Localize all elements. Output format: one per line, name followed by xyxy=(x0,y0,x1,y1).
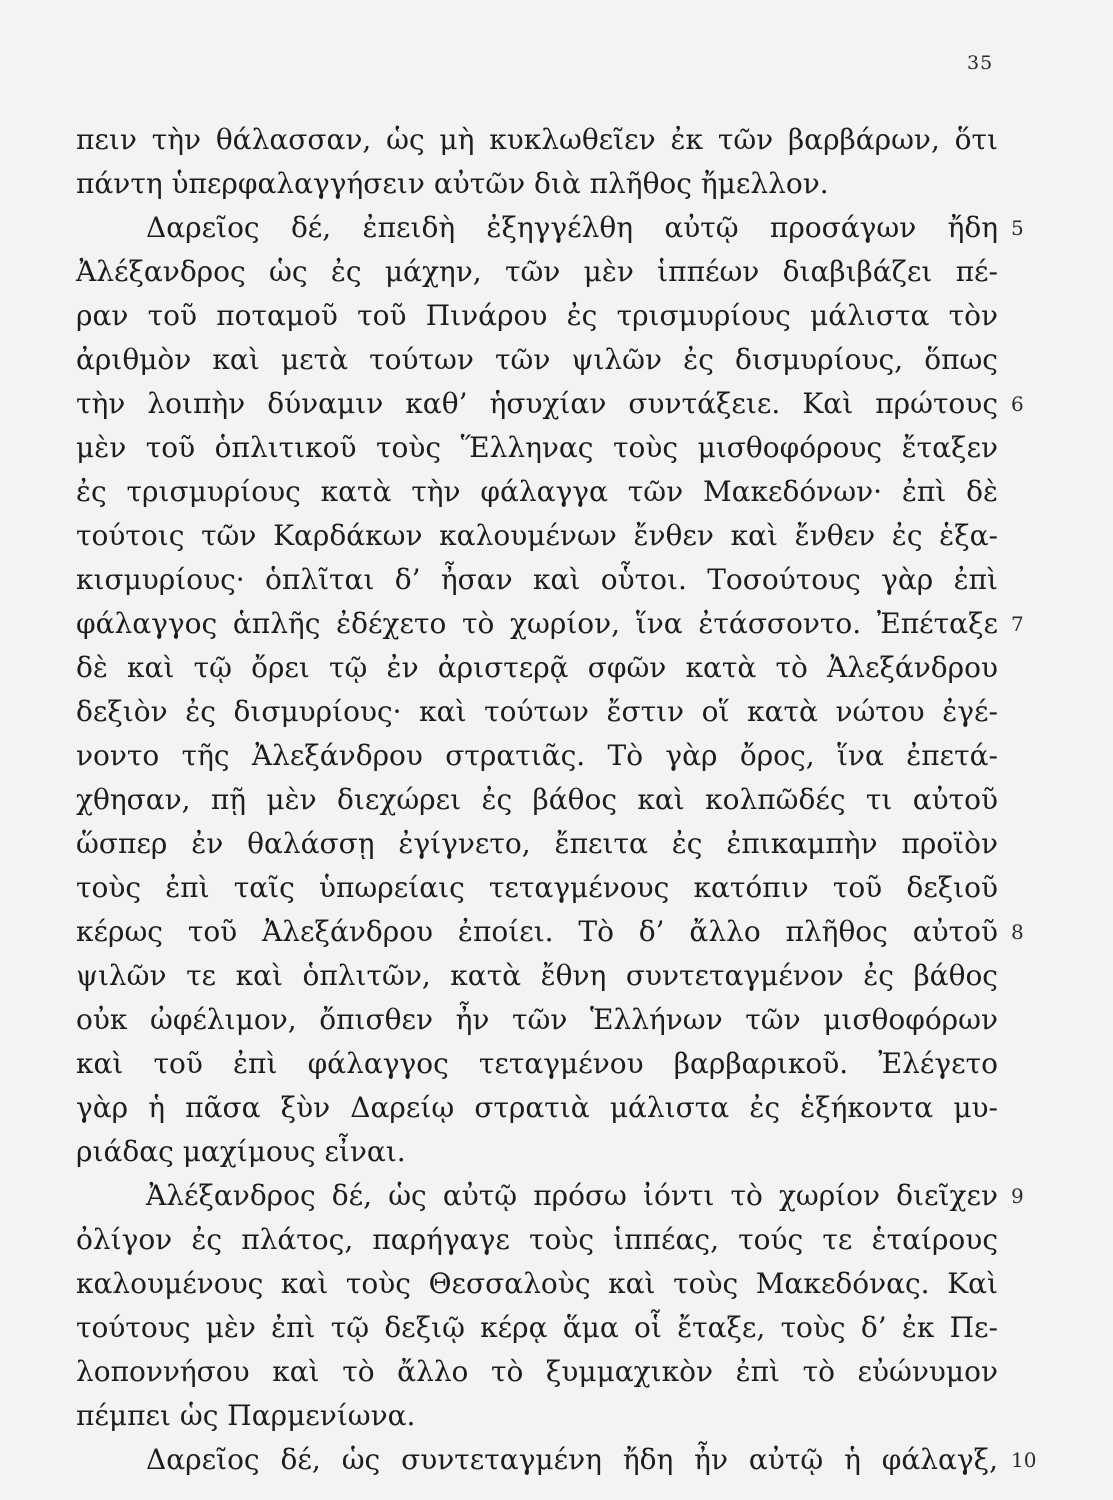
text-line: τὴν λοιπὴν δύναμιν καθ’ ἡσυχίαν συντάξειε. Καὶ πρώτους xyxy=(76,387,998,420)
section-number: 8 xyxy=(1011,920,1024,944)
section-number: 7 xyxy=(1011,612,1024,636)
section-number: 9 xyxy=(1011,1184,1024,1208)
text-line: λοποννήσου καὶ τὸ ἄλλο τὸ ξυμμαχικὸν ἐπὶ τὸ εὐώνυμον xyxy=(76,1355,998,1388)
text-line: ἐς τρισμυρίους κατὰ τὴν φάλαγγα τῶν Μακεδόνων· ἐπὶ δὲ xyxy=(76,475,998,508)
text-line: ἀριθμὸν καὶ μετὰ τούτων τῶν ψιλῶν ἐς δισμυρίους, ὅπως xyxy=(76,343,998,376)
text-line: τούτοις τῶν Καρδάκων καλουμένων ἔνθεν καὶ ἔνθεν ἐς ἑξα- xyxy=(76,519,998,552)
text-line: καλουμένους καὶ τοὺς Θεσσαλοὺς καὶ τοὺς Μακεδόνας. Καὶ xyxy=(76,1267,998,1300)
section-number: 6 xyxy=(1011,392,1024,416)
text-line: ὥσπερ ἐν θαλάσσῃ ἐγίγνετο, ἔπειτα ἐς ἐπικαμπὴν προϊὸν xyxy=(76,827,998,860)
text-line: Ἀλέξανδρος ὡς ἐς μάχην, τῶν μὲν ἱππέων διαβιβάζει πέ- xyxy=(76,255,998,288)
page-number: 35 xyxy=(967,52,994,74)
text-line: μὲν τοῦ ὁπλιτικοῦ τοὺς Ἕλληνας τοὺς μισθοφόρους ἔταξεν xyxy=(76,431,998,464)
text-line: ψιλῶν τε καὶ ὁπλιτῶν, κατὰ ἔθνη συντεταγμένον ἐς βάθος xyxy=(76,959,998,992)
section-number: 5 xyxy=(1011,216,1024,240)
text-line: ραν τοῦ ποταμοῦ τοῦ Πινάρου ἐς τρισμυρίους μάλιστα τὸν xyxy=(76,299,998,332)
text-line: Δαρεῖος δέ, ἐπειδὴ ἐξηγγέλθη αὐτῷ προσάγων ἤδη xyxy=(146,211,998,244)
text-line: τούτους μὲν ἐπὶ τῷ δεξιῷ κέρᾳ ἅμα οἷ ἔταξε, τοὺς δ’ ἐκ Πε- xyxy=(76,1311,998,1344)
text-line: Ἀλέξανδρος δέ, ὡς αὐτῷ πρόσω ἰόντι τὸ χωρίον διεῖχεν xyxy=(146,1179,998,1212)
text-line: νοντο τῆς Ἀλεξάνδρου στρατιᾶς. Τὸ γὰρ ὄρος, ἵνα ἐπετά- xyxy=(76,739,998,772)
text-line: ὀλίγον ἐς πλάτος, παρήγαγε τοὺς ἱππέας, τούς τε ἑταίρους xyxy=(76,1223,998,1256)
section-number: 10 xyxy=(1011,1448,1037,1472)
text-line: χθησαν, πῇ μὲν διεχώρει ἐς βάθος καὶ κολπῶδές τι αὐτοῦ xyxy=(76,783,998,816)
text-line: δὲ καὶ τῷ ὄρει τῷ ἐν ἀριστερᾷ σφῶν κατὰ τὸ Ἀλεξάνδρου xyxy=(76,651,998,684)
text-line: τοὺς ἐπὶ ταῖς ὑπωρείαις τεταγμένους κατόπιν τοῦ δεξιοῦ xyxy=(76,871,998,904)
text-line: γὰρ ἡ πᾶσα ξὺν Δαρείῳ στρατιὰ μάλιστα ἐς ἑξήκοντα μυ- xyxy=(76,1091,998,1124)
text-line: πέμπει ὡς Παρμενίωνα. xyxy=(76,1399,416,1432)
text-line: ριάδας μαχίμους εἶναι. xyxy=(76,1135,406,1168)
text-line: πειν τὴν θάλασσαν, ὡς μὴ κυκλωθεῖεν ἐκ τῶν βαρβάρων, ὅτι xyxy=(76,123,998,156)
text-line: καὶ τοῦ ἐπὶ φάλαγγος τεταγμένου βαρβαρικοῦ. Ἐλέγετο xyxy=(76,1047,998,1080)
text-line: φάλαγγος ἁπλῆς ἐδέχετο τὸ χωρίον, ἵνα ἐτάσσοντο. Ἐπέταξε xyxy=(76,607,998,640)
text-line: δεξιὸν ἐς δισμυρίους· καὶ τούτων ἔστιν οἵ κατὰ νώτου ἐγέ- xyxy=(76,695,998,728)
text-line: κισμυρίους· ὁπλῖται δ’ ἦσαν καὶ οὗτοι. Τοσούτους γὰρ ἐπὶ xyxy=(76,563,998,596)
text-line: πάντη ὑπερφαλαγγήσειν αὐτῶν διὰ πλῆθος ἤμελλον. xyxy=(76,167,829,200)
text-line: κέρως τοῦ Ἀλεξάνδρου ἐποίει. Τὸ δ’ ἄλλο πλῆθος αὐτοῦ xyxy=(76,915,998,948)
text-line: οὐκ ὠφέλιμον, ὄπισθεν ἦν τῶν Ἑλλήνων τῶν μισθοφόρων xyxy=(76,1003,998,1036)
text-line: Δαρεῖος δέ, ὡς συντεταγμένη ἤδη ἦν αὐτῷ ἡ φάλαγξ, xyxy=(146,1443,998,1476)
